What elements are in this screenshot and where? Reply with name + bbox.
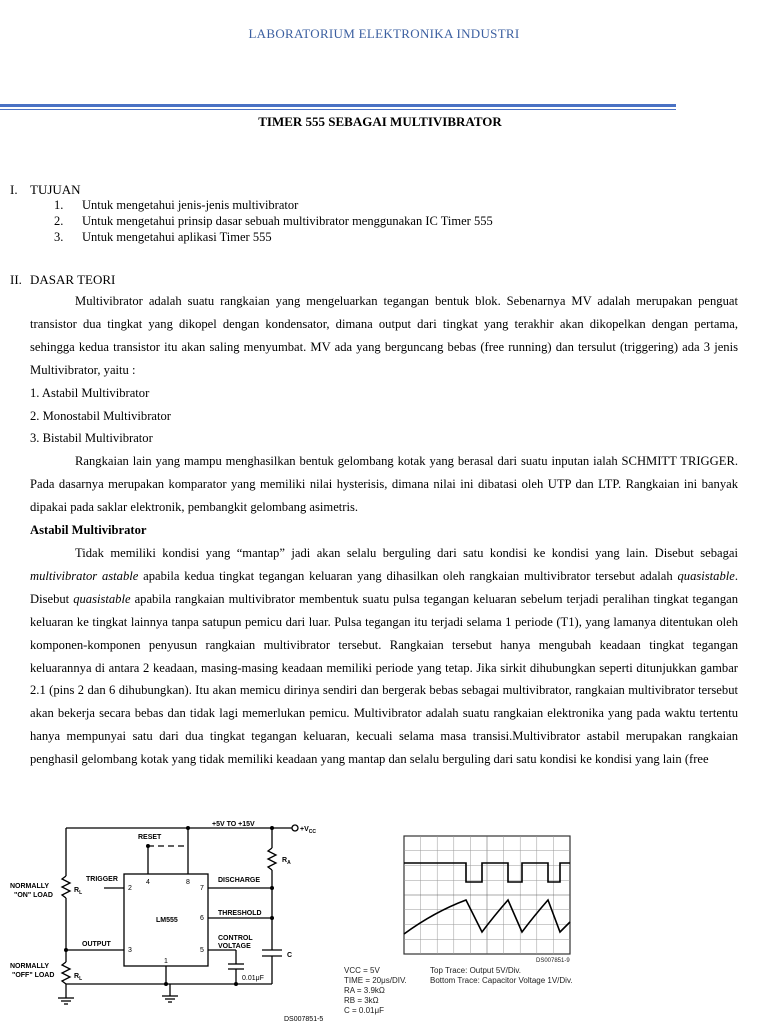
list-item bbox=[54, 229, 493, 245]
param-c: C = 0.01μF bbox=[344, 1006, 384, 1015]
c-label: C bbox=[287, 952, 293, 959]
rl-off-label: $R_L$ bbox=[74, 973, 83, 982]
load-off-label-2: "OFF" LOAD bbox=[12, 972, 55, 979]
text-run: . Disebut bbox=[30, 568, 739, 606]
paragraph-astabil bbox=[30, 542, 738, 771]
chip-label: LM555 bbox=[156, 917, 178, 924]
trace-caption-top: Top Trace: Output 5V/Div. bbox=[430, 966, 522, 975]
item-text: Untuk mengetahui prinsip dasar sebuah multivibrator menggunakan IC Timer 555 bbox=[82, 214, 493, 228]
figure-code-right: DS007851-9 bbox=[536, 958, 570, 964]
item-text: Untuk mengetahui jenis-jenis multivibrator bbox=[82, 198, 299, 212]
header-rule-thick bbox=[0, 104, 676, 107]
control-label: CONTROL bbox=[218, 935, 253, 942]
load-off-label-1: NORMALLY bbox=[10, 963, 50, 970]
italic-term: quasistable bbox=[677, 568, 735, 583]
pin-5: 5 bbox=[200, 947, 204, 954]
cap-value-label: 0.01μF bbox=[242, 975, 264, 982]
discharge-label: DISCHARGE bbox=[218, 877, 261, 884]
item-text: Untuk mengetahui aplikasi Timer 555 bbox=[82, 230, 272, 244]
text-run: Tidak memiliki kondisi yang “mantap” jadi akan selalu berguling dari satu kondisi ke kondisi yang lain. Disebut sebagai bbox=[75, 545, 738, 560]
list-item bbox=[54, 213, 493, 229]
rl-on-label: $R_L$ bbox=[74, 887, 83, 896]
trace-caption-bottom: Bottom Trace: Capacitor Voltage 1V/Div. bbox=[430, 976, 573, 985]
document-title: TIMER 555 SEBAGAI MULTIVIBRATOR bbox=[258, 114, 502, 129]
section-number: I. bbox=[10, 182, 18, 197]
reset-label: RESET bbox=[138, 834, 162, 841]
pin-4: 4 bbox=[146, 879, 150, 886]
theory-body bbox=[30, 290, 738, 771]
trigger-label: TRIGGER bbox=[86, 876, 118, 883]
voltage-label: VOLTAGE bbox=[218, 943, 251, 950]
item-number: 3. bbox=[54, 230, 64, 244]
pin-2: 2 bbox=[128, 885, 132, 892]
section-number: II. bbox=[10, 272, 22, 287]
pin-1: 1 bbox=[164, 958, 168, 965]
oscilloscope-trace-figure bbox=[398, 832, 584, 964]
subheading-text: Astabil Multivibrator bbox=[30, 523, 147, 538]
section-title: TUJUAN bbox=[30, 182, 81, 197]
type-item: 2. Monostabil Multivibrator bbox=[30, 408, 171, 423]
supply-label: +5V TO +15V bbox=[212, 821, 255, 828]
threshold-label: THRESHOLD bbox=[218, 910, 262, 917]
pin-8: 8 bbox=[186, 879, 190, 886]
pin-3: 3 bbox=[128, 947, 132, 954]
param-vcc: VCC = 5V bbox=[344, 966, 380, 975]
italic-term: quasistable bbox=[73, 591, 131, 606]
load-on-label-1: NORMALLY bbox=[10, 883, 50, 890]
text-run: apabila kedua tingkat tegangan keluaran yang dihasilkan oleh rangkaian multivibrator tersebut adalah bbox=[138, 568, 678, 583]
section-dasar-teori-heading bbox=[10, 272, 115, 288]
section-title: DASAR TEORI bbox=[30, 272, 116, 287]
output-label: OUTPUT bbox=[82, 941, 111, 948]
document-header: LABORATORIUM ELEKTRONIKA INDUSTRI bbox=[248, 26, 520, 41]
figure-code-left: DS007851-5 bbox=[284, 1016, 324, 1023]
type-item: 1. Astabil Multivibrator bbox=[30, 385, 150, 400]
header-rule-thin bbox=[0, 109, 676, 110]
param-time: TIME = 20μs/DIV. bbox=[344, 976, 407, 985]
subheading-astabil bbox=[30, 519, 738, 542]
pin-6: 6 bbox=[200, 915, 204, 922]
lm555-circuit-diagram bbox=[0, 818, 380, 1024]
item-number: 2. bbox=[54, 214, 64, 228]
pin-7: 7 bbox=[200, 885, 204, 892]
type-item: 3. Bistabil Multivibrator bbox=[30, 431, 153, 446]
italic-term: multivibrator astable bbox=[30, 568, 139, 583]
list-item bbox=[54, 197, 493, 213]
goals-list bbox=[54, 197, 493, 245]
vcc-label: $+V_{CC}$ bbox=[300, 826, 316, 835]
param-ra: RA = 3.9kΩ bbox=[344, 986, 385, 995]
param-rb: RB = 3kΩ bbox=[344, 996, 379, 1005]
text-run: apabila rangkaian multivibrator membentuk suatu pulsa tegangan keluaran sebelum terjadi peralihan tingkat tegangan keluaran ke tingkat lainnya tanpa satupun pemicu dari luar. Pulsa tegangan itu terjadi selama 1 periode (T1), yang lamanya ditentukan oleh komponen-komponen penyusun rangkaian multivibrator tersebut. Rangkaian tersebut hanya mengubah keadaan tingkat tegangan keluarannya di antara 2 keadaan, masing-masing keadaan memiliki periode yang tetap. Jika sirkit dihubungkan seperti ditunjukkan gambar 2.1 (pins 2 dan 6 dihubungkan). Itu akan memicu dirinya sendiri dan bergerak bebas sebagai multivibrator, rangkaian multivibrator tersebut akan bekerja secara bebas dan tidak lagi memerlukan pemicu. Multivibrator adalah suatu rangkaian elektronika yang pada waktu tertentu hanya mempunyai satu dari dua tingkat tegangan keluaran, kecuali selama masa transisi.Multivibrator astabil merupakan rangkaian penghasil gelombang kotak yang tidak memiliki keadaan yang mantap dan selalu berguling dari satu kondisi ke kondisi yang lain (free bbox=[30, 591, 738, 767]
ra-label: $R_A$ bbox=[282, 857, 291, 866]
paragraph-schmitt: Rangkaian lain yang mampu menghasilkan bentuk gelombang kotak yang berasal dari suatu inputan ialah SCHMITT TRIGGER. Pada dasarnya merupakan komparator yang memiliki nilai hysterisis, dimana nilai ini dibatasi oleh UTP dan LTP. Rangkaian ini banyak dipakai pada saklar elektronik, pembangkit gelombang asimetris. bbox=[30, 454, 738, 515]
item-number: 1. bbox=[54, 198, 64, 212]
paragraph-intro: Multivibrator adalah suatu rangkaian yang mengeluarkan tegangan bentuk blok. Sebenarnya MV adalah merupakan penguat transistor dua tingkat yang dikopel dengan kondensator, dimana output dari tingkat yang terakhir akan dikopelkan dengan pertama, sehingga kedua transistor itu akan saling menyumbat. MV ada yang berguncang bebas (free running) dan tersulut (triggering) ada 3 jenis Multivibrator, yaitu : bbox=[30, 294, 738, 377]
section-tujuan-heading bbox=[10, 182, 81, 198]
load-on-label-2: "ON" LOAD bbox=[14, 892, 53, 899]
